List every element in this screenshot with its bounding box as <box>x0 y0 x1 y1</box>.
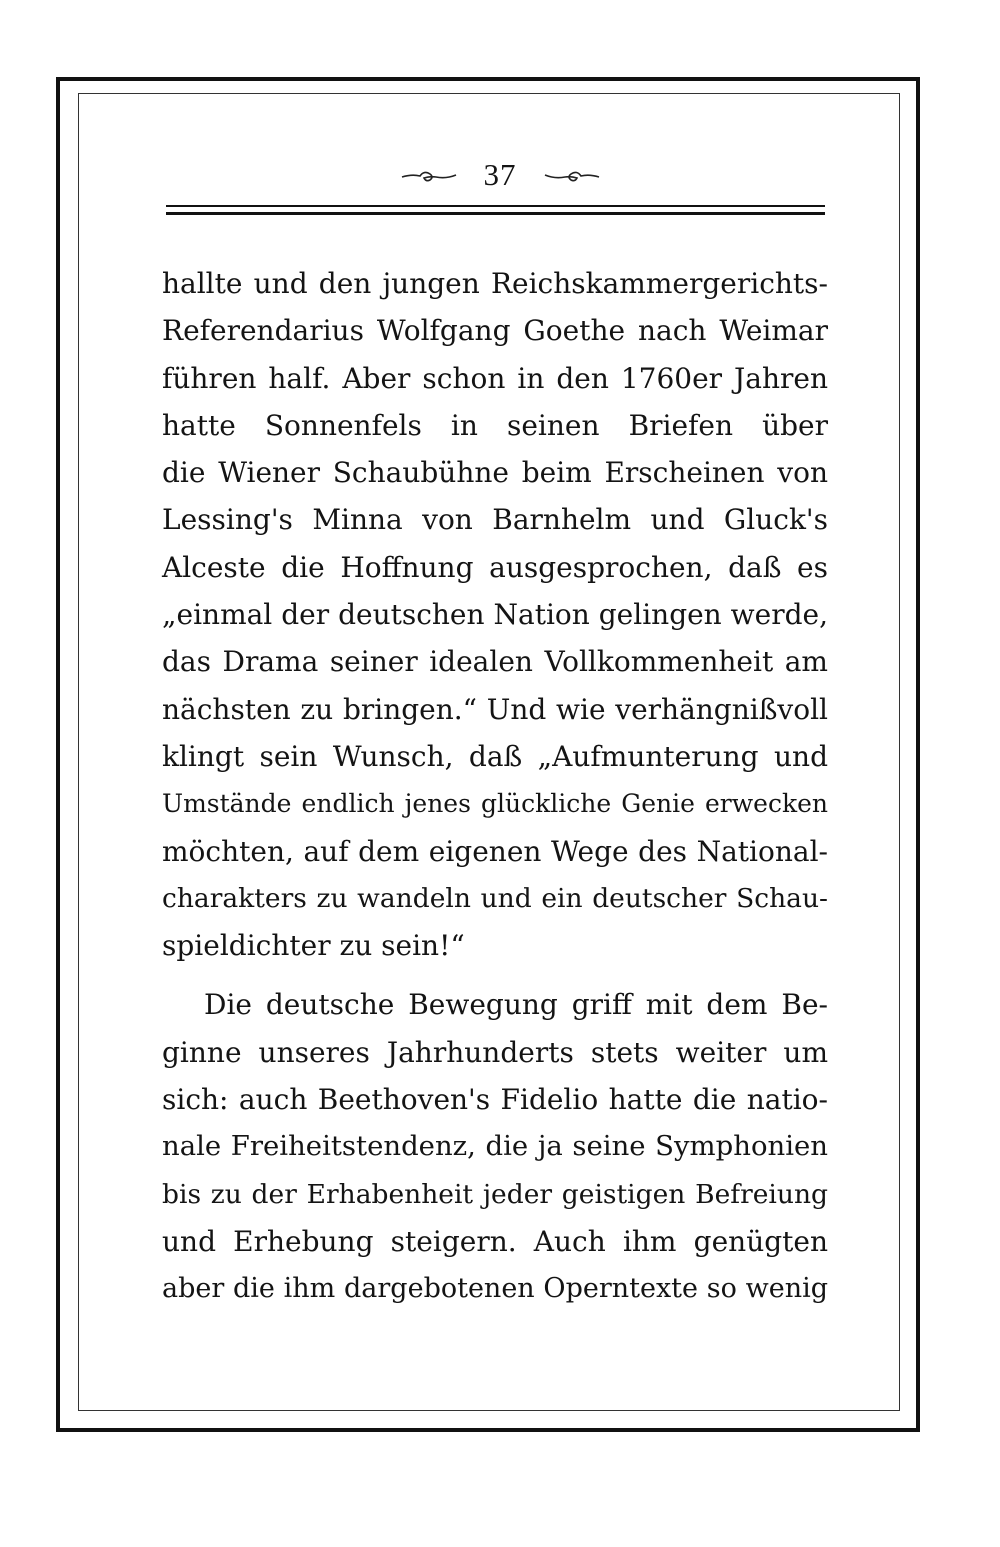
paragraph-gap <box>162 969 828 981</box>
text-line: aber die ihm dargebotenen Operntexte so wenig <box>162 1273 828 1305</box>
text-line: führen half. Aber schon in den 1760er Jahren <box>162 361 828 395</box>
text-line: möchten, auf dem eigenen Wege des National- <box>162 834 828 868</box>
text-line: nale Freiheitstendenz, die ja seine Symphonien <box>162 1130 828 1163</box>
text-line: und Erhebung steigern. Auch ihm genügten <box>162 1224 828 1258</box>
text-line: die Wiener Schaubühne beim Erscheinen von <box>162 456 828 490</box>
text-line: hallte und den jungen Reichskammergerichts- <box>162 267 828 300</box>
text-line: nächsten zu bringen.“ Und wie verhängnißvoll <box>162 692 828 726</box>
text-line: bis zu der Erhabenheit jeder geistigen Befreiung <box>162 1178 828 1210</box>
text-line: Umstände endlich jenes glückliche Genie erwecken <box>162 789 828 819</box>
text-line: „einmal der deutschen Nation gelingen werde, <box>162 598 828 632</box>
header-rule-thick <box>166 212 825 215</box>
page-number: 37 <box>483 157 517 192</box>
text-line: Referendarius Wolfgang Goethe nach Weimar <box>162 314 828 348</box>
text-line: Alceste die Hoffnung ausgesprochen, daß es <box>162 550 828 584</box>
paragraph-2 <box>162 981 828 1312</box>
page-header <box>0 150 1000 200</box>
left-ornament-icon <box>400 165 458 185</box>
text-line: hatte Sonnenfels in seinen Briefen über <box>162 408 828 442</box>
header-rule-thin <box>166 205 825 207</box>
text-line: Lessing's Minna von Barnhelm und Gluck's <box>162 503 828 537</box>
text-line: ginne unseres Jahrhunderts stets weiter um <box>162 1035 828 1069</box>
text-line: sich: auch Beethoven's Fidelio hatte die natio- <box>162 1083 828 1117</box>
text-line: das Drama seiner idealen Vollkommenheit am <box>162 645 828 679</box>
body-text <box>162 260 828 1313</box>
right-ornament-icon <box>543 165 601 185</box>
text-line: charakters zu wandeln und ein deutscher Schau- <box>162 882 828 914</box>
text-line: Die deutsche Bewegung griff mit dem Be- <box>204 988 828 1022</box>
text-line: spieldichter zu sein!“ <box>162 929 465 963</box>
paragraph-1 <box>162 260 828 969</box>
text-line: klingt sein Wunsch, daß „Aufmunterung und <box>162 739 828 773</box>
